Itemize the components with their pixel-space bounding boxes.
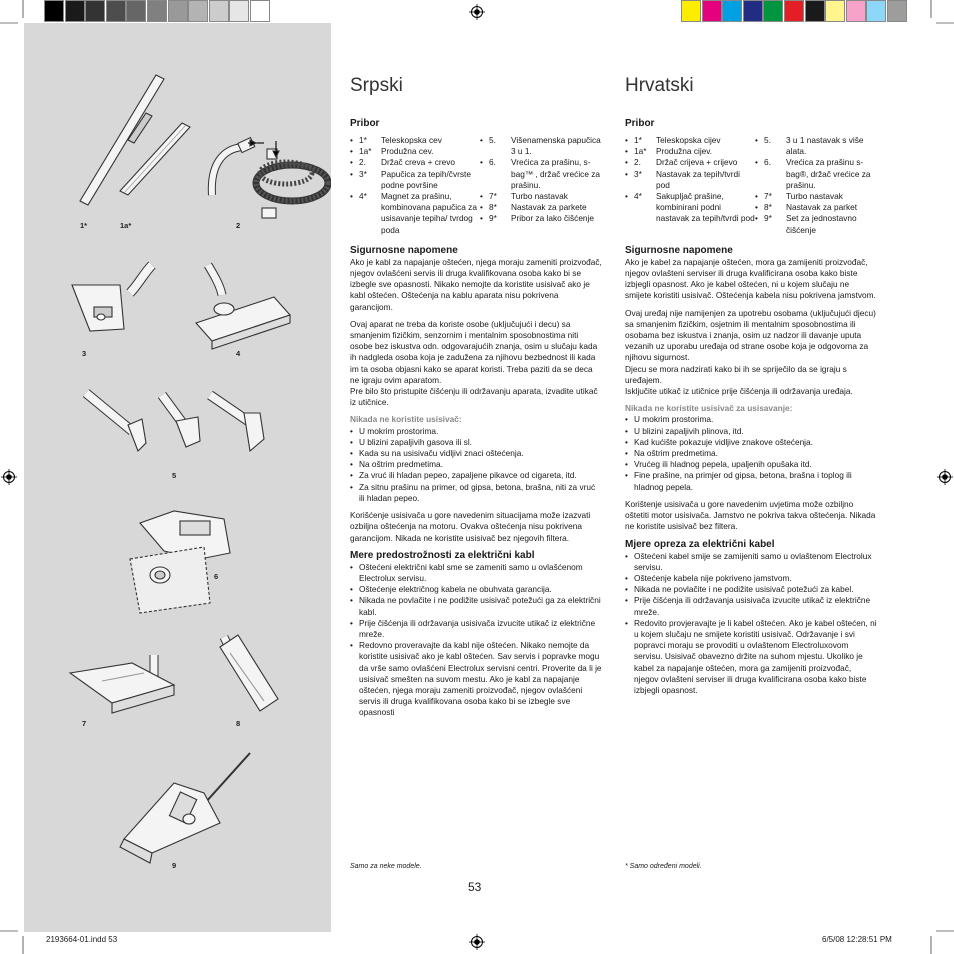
accessory-item xyxy=(625,157,755,168)
safety-heading: Sigurnosne napomene xyxy=(350,244,458,256)
accessory-name: Držač creva + crevo xyxy=(381,157,456,168)
accessory-item xyxy=(755,202,877,213)
dust-magnet-nozzle-illustration xyxy=(196,265,290,349)
accessory-name: Turbo nastavak xyxy=(511,191,568,202)
easy-clean-kit-illustration xyxy=(120,753,250,863)
bullet-item: • Za vruć ili hladan pepeo, zapaljene pikavce od cigareta, itd. xyxy=(350,470,602,481)
safety-paragraph: Korištenje usisivača u gore navedenim uvjetima može ozbiljno oštetiti motor usisivača. Jamstvo ne pokriva takva oštećenja. Nikada ne koristite usisivač bez filtera. xyxy=(625,498,876,532)
figure-label: 1a* xyxy=(120,221,132,230)
bullet-item: • U blizini zapaljivih gasova ili sl. xyxy=(350,437,602,448)
bullet-item: • U mokrim prostorima. xyxy=(625,414,877,425)
accessory-number: • 8* xyxy=(764,202,772,213)
never-use-heading: Nikada ne koristite usisivač: xyxy=(350,414,462,425)
srpski-column xyxy=(350,60,602,719)
accessories-list-left xyxy=(350,135,480,236)
accessory-number: • 1* xyxy=(359,135,367,145)
accessory-name: Nastavak za parkete xyxy=(511,202,587,213)
safety-heading: Sigurnosne napomene xyxy=(625,244,733,256)
accessory-number: • 2. xyxy=(359,157,366,168)
bullet-item: • Redovno proveravajte da kabl nije oštećen. Nikako nemojte da koristite usisivač ako je kabl oštećen. Sav servis i popravke mogu da vrše samo ovlašćeni Electrolux servisni centri. Proverite da li je usisivač smešten na suvom mestu. Ako je kabl za napajanje oštećen, njega moraju zameniti proizvođač, njegov ovlašćeni servis ili druga kvalifikovana osoba kako bi se izbegle sve opasnosti xyxy=(350,640,602,718)
cable-list xyxy=(625,551,877,697)
bullet-item: • Za sitnu prašinu na primer, od gipsa, betona, brašna, niti za vruć ili hladan pepeo. xyxy=(350,482,602,504)
illustration-panel xyxy=(24,23,331,932)
figure-label: 4 xyxy=(236,349,241,358)
accessory-name: Sakupljač prašine, kombinirani podni nastavak za tepih/tvrdi pod xyxy=(656,191,755,224)
accessory-name: Turbo nastavak xyxy=(786,191,843,202)
parquet-nozzle-illustration xyxy=(220,635,278,711)
accessory-item xyxy=(755,213,877,235)
section-title: Srpski xyxy=(350,75,403,96)
hrvatski-column xyxy=(625,60,877,696)
slug-datetime: 6/5/08 12:28:51 PM xyxy=(822,935,892,944)
bullet-item: • Oštećenje kabela nije pokriveno jamstvom. xyxy=(625,573,877,584)
page-number: 53 xyxy=(468,880,482,894)
accessory-name: 3 u 1 nastavak s više alata. xyxy=(786,135,864,157)
accessories-list-left xyxy=(625,135,755,236)
figure-label: 8 xyxy=(236,719,241,728)
slug-filename: 2193664-01.indd 53 xyxy=(46,935,118,944)
accessory-name: Pribor za lako čišćenje xyxy=(511,213,595,224)
accessory-item xyxy=(755,191,877,202)
accessory-number: • 9* xyxy=(764,213,772,224)
safety-paragraph: Ovaj uređaj nije namijenjen za upotrebu osobama (uključujući djecu) sa smanjenim fizičkim, osjetnim ili mentalnim sposobnostima ili osobama bez iskustva i znanja, osim uz nadzor ili davanje uputa vezanih uz uporabu uređaja od strane osobe koja je odgovorna za njihovu sigurnost. xyxy=(625,307,876,363)
never-use-heading: Nikada ne koristite usisivač za usisavanje: xyxy=(625,403,793,414)
safety-paragraph: Isključite utikač iz utičnice prije čišćenja ili održavanja uređaja. xyxy=(625,386,853,397)
footnote: Samo za neke modele. xyxy=(350,863,422,870)
never-use-list xyxy=(350,426,602,504)
accessory-number: • 1* xyxy=(634,135,642,145)
accessory-name: Magnet za prašinu, kombinovana papučica za usisavanje tepiha/ tvrdog poda xyxy=(381,191,477,235)
accessory-item xyxy=(350,146,480,157)
accessories-list-right xyxy=(480,135,602,236)
bullet-item: • Kada su na usisivaču vidljivi znaci oštećenja. xyxy=(350,448,602,459)
accessory-item xyxy=(480,157,602,191)
safety-paragraph: Pre bilo što pristupite čišćenju ili održavanju aparata, izvadite utikač iz utičnice. xyxy=(350,386,598,408)
accessory-number: • 3* xyxy=(634,168,642,179)
accessory-item xyxy=(480,191,602,202)
accessory-number: • 5. xyxy=(764,135,771,145)
accessory-name: Papučica za tepih/čvrste podne površine xyxy=(381,168,471,190)
accessory-number: • 7* xyxy=(764,191,772,202)
accessory-number: • 3* xyxy=(359,168,367,179)
cable-heading: Mere predostrožnosti za električni kabl xyxy=(350,549,535,561)
figure-label: 2 xyxy=(236,221,241,230)
bullet-item: • U mokrim prostorima. xyxy=(350,426,602,437)
accessory-number: • 6. xyxy=(489,157,496,168)
bullet-item: • Kad kućište pokazuje vidljive znakove oštećenja. xyxy=(625,437,877,448)
section-title: Hrvatski xyxy=(625,75,694,96)
bullet-item: • Oštećeni kabel smije se zamijeniti samo u ovlaštenom Electrolux servisu. xyxy=(625,551,877,573)
accessory-number: • 5. xyxy=(489,135,496,145)
accessory-name: Nastavak za parket xyxy=(786,202,858,213)
accessory-name: Produžna cijev. xyxy=(656,146,713,157)
bullet-item: • Redovito provjeravajte je li kabel oštećen. Ako je kabel oštećen, ni u kojem slučaju ne smijete koristiti usisivač. Održavanje i svi popravci moraju se provoditi u ovlaštenom Electroluxovom servisu. Usisivač obavezno držite na suhom mjestu. Ukoliko je kabel za napajanje oštećen, mora ga zamijeniti proizvođač, njegov ovlašteni serviser ili druga kvalificirana osoba kako biste izbjegli opasnost. xyxy=(625,618,877,696)
figure-label: 7 xyxy=(82,719,87,728)
never-use-list xyxy=(625,414,877,492)
accessory-number: • 7* xyxy=(489,191,497,202)
accessory-number: • 4* xyxy=(359,191,367,202)
bullet-item: • Nikada ne povlačite i ne podižite usisivač potežući za kabel. xyxy=(625,584,877,595)
accessory-name: Teleskopska cijev xyxy=(656,135,721,145)
safety-paragraph: Ovaj aparat ne treba da koriste osobe (uključujući i decu) sa smanjenim fizičkim, senzornim i mentalnim sposobnostima niti osobe bez iskustva odn. odgovarajućih znanja, osim u slučaju kada ih nadgleda osoba koja je zadužena za njihovu bezbednost ili kada im ta osoba objasni kako se aparat koristi. Treba paziti da se deca ne igraju ovim aparatom. xyxy=(350,318,598,385)
bullet-item: • Oštećenje električnog kabela ne obuhvata garancija. xyxy=(350,584,602,595)
accessory-name: Set za jednostavno čišćenje xyxy=(786,213,857,235)
accessories-list xyxy=(350,135,602,236)
accessory-name: Nastavak za tepih/tvrdi pod xyxy=(656,168,740,190)
accessory-illustrations xyxy=(24,23,331,932)
bullet-item: • Vrućeg ili hladnog pepela, upaljenih opušaka itd. xyxy=(625,459,877,470)
bullet-item: • Na oštrim predmetima. xyxy=(350,459,602,470)
accessory-name: Višenamenska papučica 3 u 1. xyxy=(511,135,601,157)
dust-bag-illustration xyxy=(130,511,230,613)
bullet-item: • Na oštrim predmetima. xyxy=(625,448,877,459)
safety-paragraph: Ako je kabel za napajanje oštećen, mora ga zamijeniti proizvođač, njegov ovlašteni serviser ili druga kvalificirana osoba kako biste izbjegli opasnost. Ako je kabel oštećen, ni u kojem slučaju ne smijete koristiti usisivač. Oštećenja kabela nisu pokrivena jamstvom. xyxy=(625,256,876,301)
hose-handle-illustration xyxy=(212,138,328,218)
bullet-item: • Oštećeni električni kabl sme se zameniti samo u ovlašćenom Electrolux servisu. xyxy=(350,562,602,584)
carpet-floor-nozzle-illustration xyxy=(72,265,152,331)
accessory-name: Vrećica za prašinu, s-bag™ , držač vrećice za prašinu. xyxy=(511,157,600,190)
accessory-item xyxy=(755,135,877,157)
figure-label: 5 xyxy=(172,471,177,480)
accessory-number: • 1a* xyxy=(359,146,372,157)
accessory-number: • 4* xyxy=(634,191,642,202)
bullet-item: • U blizini zapaljivih plinova, itd. xyxy=(625,426,877,437)
accessory-name: Vrećica za prašinu s-bag®, držač vrećice za prašinu. xyxy=(786,157,871,190)
accessory-item xyxy=(480,202,602,213)
accessory-number: • 8* xyxy=(489,202,497,213)
accessory-name: Teleskopska cev xyxy=(381,135,442,145)
accessory-item xyxy=(350,135,480,146)
accessory-item xyxy=(625,191,755,225)
accessory-item xyxy=(480,135,602,157)
accessory-number: • 1a* xyxy=(634,146,647,157)
multi-tool-nozzle-illustration xyxy=(86,393,264,451)
safety-paragraph: Korišćenje usisivača u gore navedenim situacijama može izazvati ozbiljna oštećenja na motoru. Ovakva oštećenja nisu pokrivena garancijom. Nikada ne koristite usisivač bez njegovih filtera. xyxy=(350,510,591,543)
footnote: * Samo određeni modeli. xyxy=(625,863,702,870)
accessory-name: Produžna cev. xyxy=(381,146,434,157)
bullet-item: • Prije čišćenja ili održavanja usisivača izvucite utikač iz električne mreže. xyxy=(350,618,602,640)
accessory-number: • 9* xyxy=(489,213,497,224)
bullet-item: • Nikada ne povlačite i ne podižite usisivač potežući ga za električni kabl. xyxy=(350,595,602,617)
safety-paragraph: Djecu se mora nadzirati kako bi ih se spriječilo da se igraju s uređajem. xyxy=(625,363,847,385)
bullet-item: • Fine prašine, na primjer od gipsa, betona, brašna i toplog ili hladnog pepela. xyxy=(625,470,877,492)
cable-heading: Mjere opreza za električni kabel xyxy=(625,538,775,550)
bullet-item: • Prije čišćenja ili održavanja usisivača izvucite utikač iz električne mreže. xyxy=(625,595,877,617)
accessory-item xyxy=(480,213,602,224)
accessory-number: • 2. xyxy=(634,157,641,168)
figure-label: 3 xyxy=(82,349,87,358)
figure-label: 9 xyxy=(172,861,177,870)
accessory-name: Držač crijeva + crijevo xyxy=(656,157,738,168)
accessories-heading: Pribor xyxy=(350,118,380,129)
accessory-item xyxy=(625,169,755,191)
figure-label: 6 xyxy=(214,572,219,581)
accessory-number: • 6. xyxy=(764,157,771,168)
accessory-item xyxy=(350,191,480,236)
turbo-nozzle-illustration xyxy=(70,655,174,713)
cable-list xyxy=(350,562,602,719)
accessory-item xyxy=(625,135,755,146)
accessory-item xyxy=(350,169,480,191)
figure-label: 1* xyxy=(80,221,88,230)
accessories-list xyxy=(625,135,877,236)
telescopic-tube-illustration xyxy=(80,75,164,205)
accessory-item xyxy=(755,157,877,191)
accessories-list-right xyxy=(755,135,877,236)
accessory-item xyxy=(350,157,480,168)
accessory-item xyxy=(625,146,755,157)
safety-paragraph: Ako je kabl za napajanje oštećen, njega moraju zameniti proizvođač, njegov ovlašćeni servis ili druga kvalifikovana osoba kako bi se izbegle sve opasnosti. Nikako nemojte da koristite usisivač ako je kabl oštećen. Oštećenja na kablu aparata nisu pokrivena garancijom. xyxy=(350,256,602,312)
accessories-heading: Pribor xyxy=(625,118,655,129)
